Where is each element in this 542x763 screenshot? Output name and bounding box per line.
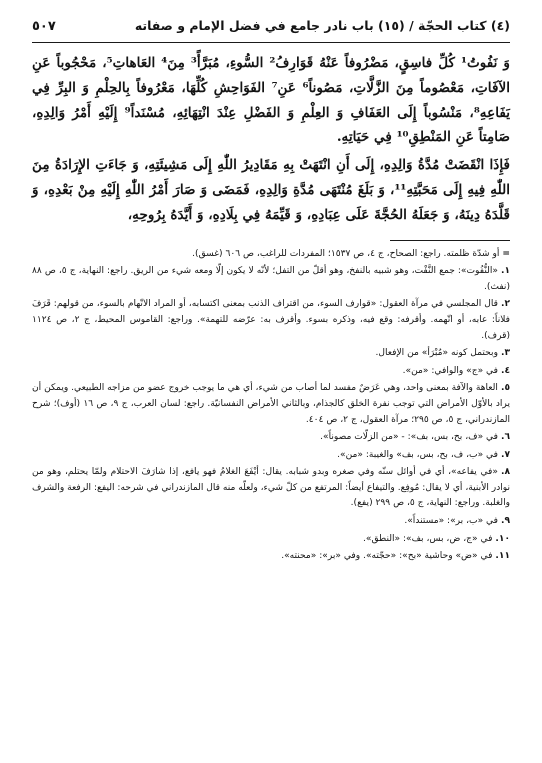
header-rule xyxy=(32,42,510,43)
footnote xyxy=(32,430,510,446)
footnote-text: في «ب، بر»: «مستنداً». xyxy=(404,516,498,527)
footnote xyxy=(32,346,510,362)
footnote-separator xyxy=(390,240,510,241)
footnote-number: ١. xyxy=(500,266,510,277)
footnote-number: ٧. xyxy=(500,449,510,460)
page-header xyxy=(32,18,510,36)
footnote xyxy=(32,264,510,295)
footnote-number: ٨. xyxy=(500,467,510,478)
footnote-text: في «ب، ف، بح، بس، بف» والغيبة: «من». xyxy=(337,449,498,460)
footnote xyxy=(32,532,510,548)
footnote-number: ١١. xyxy=(495,551,510,562)
footnote-text: في «ض» وحاشية «بح»: «حجّته». وفي «بر»: «محنته». xyxy=(281,551,493,562)
footnote-number: ٩. xyxy=(500,516,510,527)
footnote-text: في «ج، ض، بس، بف»: «النطق». xyxy=(363,533,493,544)
footnote-text: في «ف، بح، بس، بف»: - «من الزلّات مصوناً». xyxy=(320,432,498,443)
footnote xyxy=(32,381,510,428)
footnote-number: = xyxy=(502,248,510,259)
footnote xyxy=(32,364,510,380)
footnote xyxy=(32,549,510,565)
footnote-number: ٥. xyxy=(500,383,510,394)
footnote xyxy=(32,514,510,530)
footnote-number: ٤. xyxy=(500,365,510,376)
footnote-number: ٢. xyxy=(500,299,510,310)
main-paragraph-1: وَ نَفُوتُ¹ كُلِّ فاسِقٍ، مَضْرُوفاً عَنْهُ قَوَارِفُ² السُّوءِ، مُبَرَّأً³ مِنَ⁴ العَاهاتِ⁵، مَحْجُوباً عَنِ الآفَاتِ، مَعْصُوماً مِنَ الزَّلَّاتِ، مَصُوناً⁶ عَنِ⁷ الفَوَاحِشِ كُلِّهَا، مَعْرُوفاً بِالحِلْمِ وَ البِرِّ فِي يَفَاعِهِ⁸، مَنْسُوباً إِلَى العَفَافِ وَ العِلْمِ وَ الفَضْلِ عِنْدَ انْتِهَائِهِ، مُسْنَداً⁹ إِلَيْهِ أَمْرُ وَالِدِهِ، صَامِتاً عَنِ المَنْطِقِ¹⁰ فِي حَيَاتِهِ. xyxy=(32,55,510,146)
footnote xyxy=(32,448,510,464)
footnote-number: ٣. xyxy=(500,348,510,359)
footnote-text: في «ج» والوافي: «من». xyxy=(402,365,498,376)
footnote xyxy=(32,247,510,263)
footnote-number: ١٠. xyxy=(495,533,510,544)
book-page xyxy=(32,18,510,748)
main-text xyxy=(32,51,510,228)
footnote-text: أو شدّة ظلمته. راجع: الصحاح، ج ٤، ص ١٥٣٧؛ المفردات للراغب، ص ٦٠٦ (غسق). xyxy=(192,248,500,259)
footnote-text: العاهة والآفة بمعنى واحد، وهي عَرَضٌ مفسد لما أصاب من شيء، أي هي ما يوجب خروج عضو من مزاجه الطبيعي. ويمكن أن يراد بالأوّل الأمراض التي توجب نفرة الخلق كالجذام، وبالثاني الأمراض النفسانيّة. راجع: لسان العرب، ج ٩، ص ١٦ (أوف)؛ شرح المازندراني، ج ٥، ص ٢٩٥؛ مرآة العقول، ج ٢، ص ٤٠٤. xyxy=(32,383,510,425)
footnote xyxy=(32,297,510,344)
footnote-text: «النُّفُوت»: جمع النَّفْت، وهو شبيه بالنفخ، وهو أقلّ من التفل؛ لأنّه لا يكون إلّا ومعه شيء من الريق. راجع: النهاية، ج ٥، ص ٨٨ (نفث). xyxy=(32,266,510,292)
main-paragraph-2: فَإِذَا انْقَضَتْ مُدَّةُ وَالِدِهِ، إِلَى أَنِ انْتَهَتْ بِهِ مَقَادِيرُ اللّٰهِ إِلَى مَشِيئَتِهِ، وَ جَاءَتِ الإِرَادَةُ مِنَ اللّٰهِ فِيهِ إِلَى مَحَبَّتِهِ¹¹، وَ بَلَغَ مُنْتَهَى مُدَّةِ وَالِدِهِ، فَمَضَى وَ صَارَ أَمْرُ اللّٰهِ إِلَيْهِ مِنْ بَعْدِهِ، وَ قَلَّدَهُ دِينَهُ، وَ جَعَلَهُ الحُجَّةَ عَلَى عِبَادِهِ، وَ قَيِّمَهُ فِي بِلَادِهِ، وَ أَيَّدَهُ بِرُوحِهِ، xyxy=(32,157,511,223)
footnotes xyxy=(32,247,510,565)
page-number: ٥٠٧ xyxy=(32,19,56,34)
footnote-text: وبحتمل كونه «مُبْرَأ» من الإفعال. xyxy=(375,348,498,359)
footnote xyxy=(32,465,510,512)
footnote-text: «في يفاعه»، أي في أوائل سنّه وفي صغره وبدو شبابه. يقال: أيْفَعَ الغلامُ فهو يافع، إذا شارَفَ الاحتلام ولمّا يحتلم، وهو من نوادر الأبنية، أي لا يقال: مُوفِع. والتيفاع أيضاً: المرتفع من كلّ شيء، ولعلّه منه قال المازندراني في شرحه: اليفع: الرفعة والشرف والغلبة. وراجع: النهاية، ج ٥، ص ٢٩٩ (يفع). xyxy=(32,467,510,509)
running-title: (٤) كتاب الحجّة / (١٥) باب نادر جامع في فضل الإمام و صفاته xyxy=(134,18,510,33)
footnote-number: ٦. xyxy=(500,432,510,443)
footnote-text: قال المجلسي في مرآة العقول: «قوارف السوء، من اقتراف الذنب بمعنى اكتسابه، أو المراد الاتّهام بالسوء، من قولهم: قَرَفَ فلاناً: عابه، أو اتّهمه. وأقرفه: وقع فيه، وذكره بسوء. وأقرف به: عرّضه للتهمة». وراجع: القاموس المحيط، ج ٢، ص ١١٢٤ (قرف). xyxy=(32,299,511,341)
